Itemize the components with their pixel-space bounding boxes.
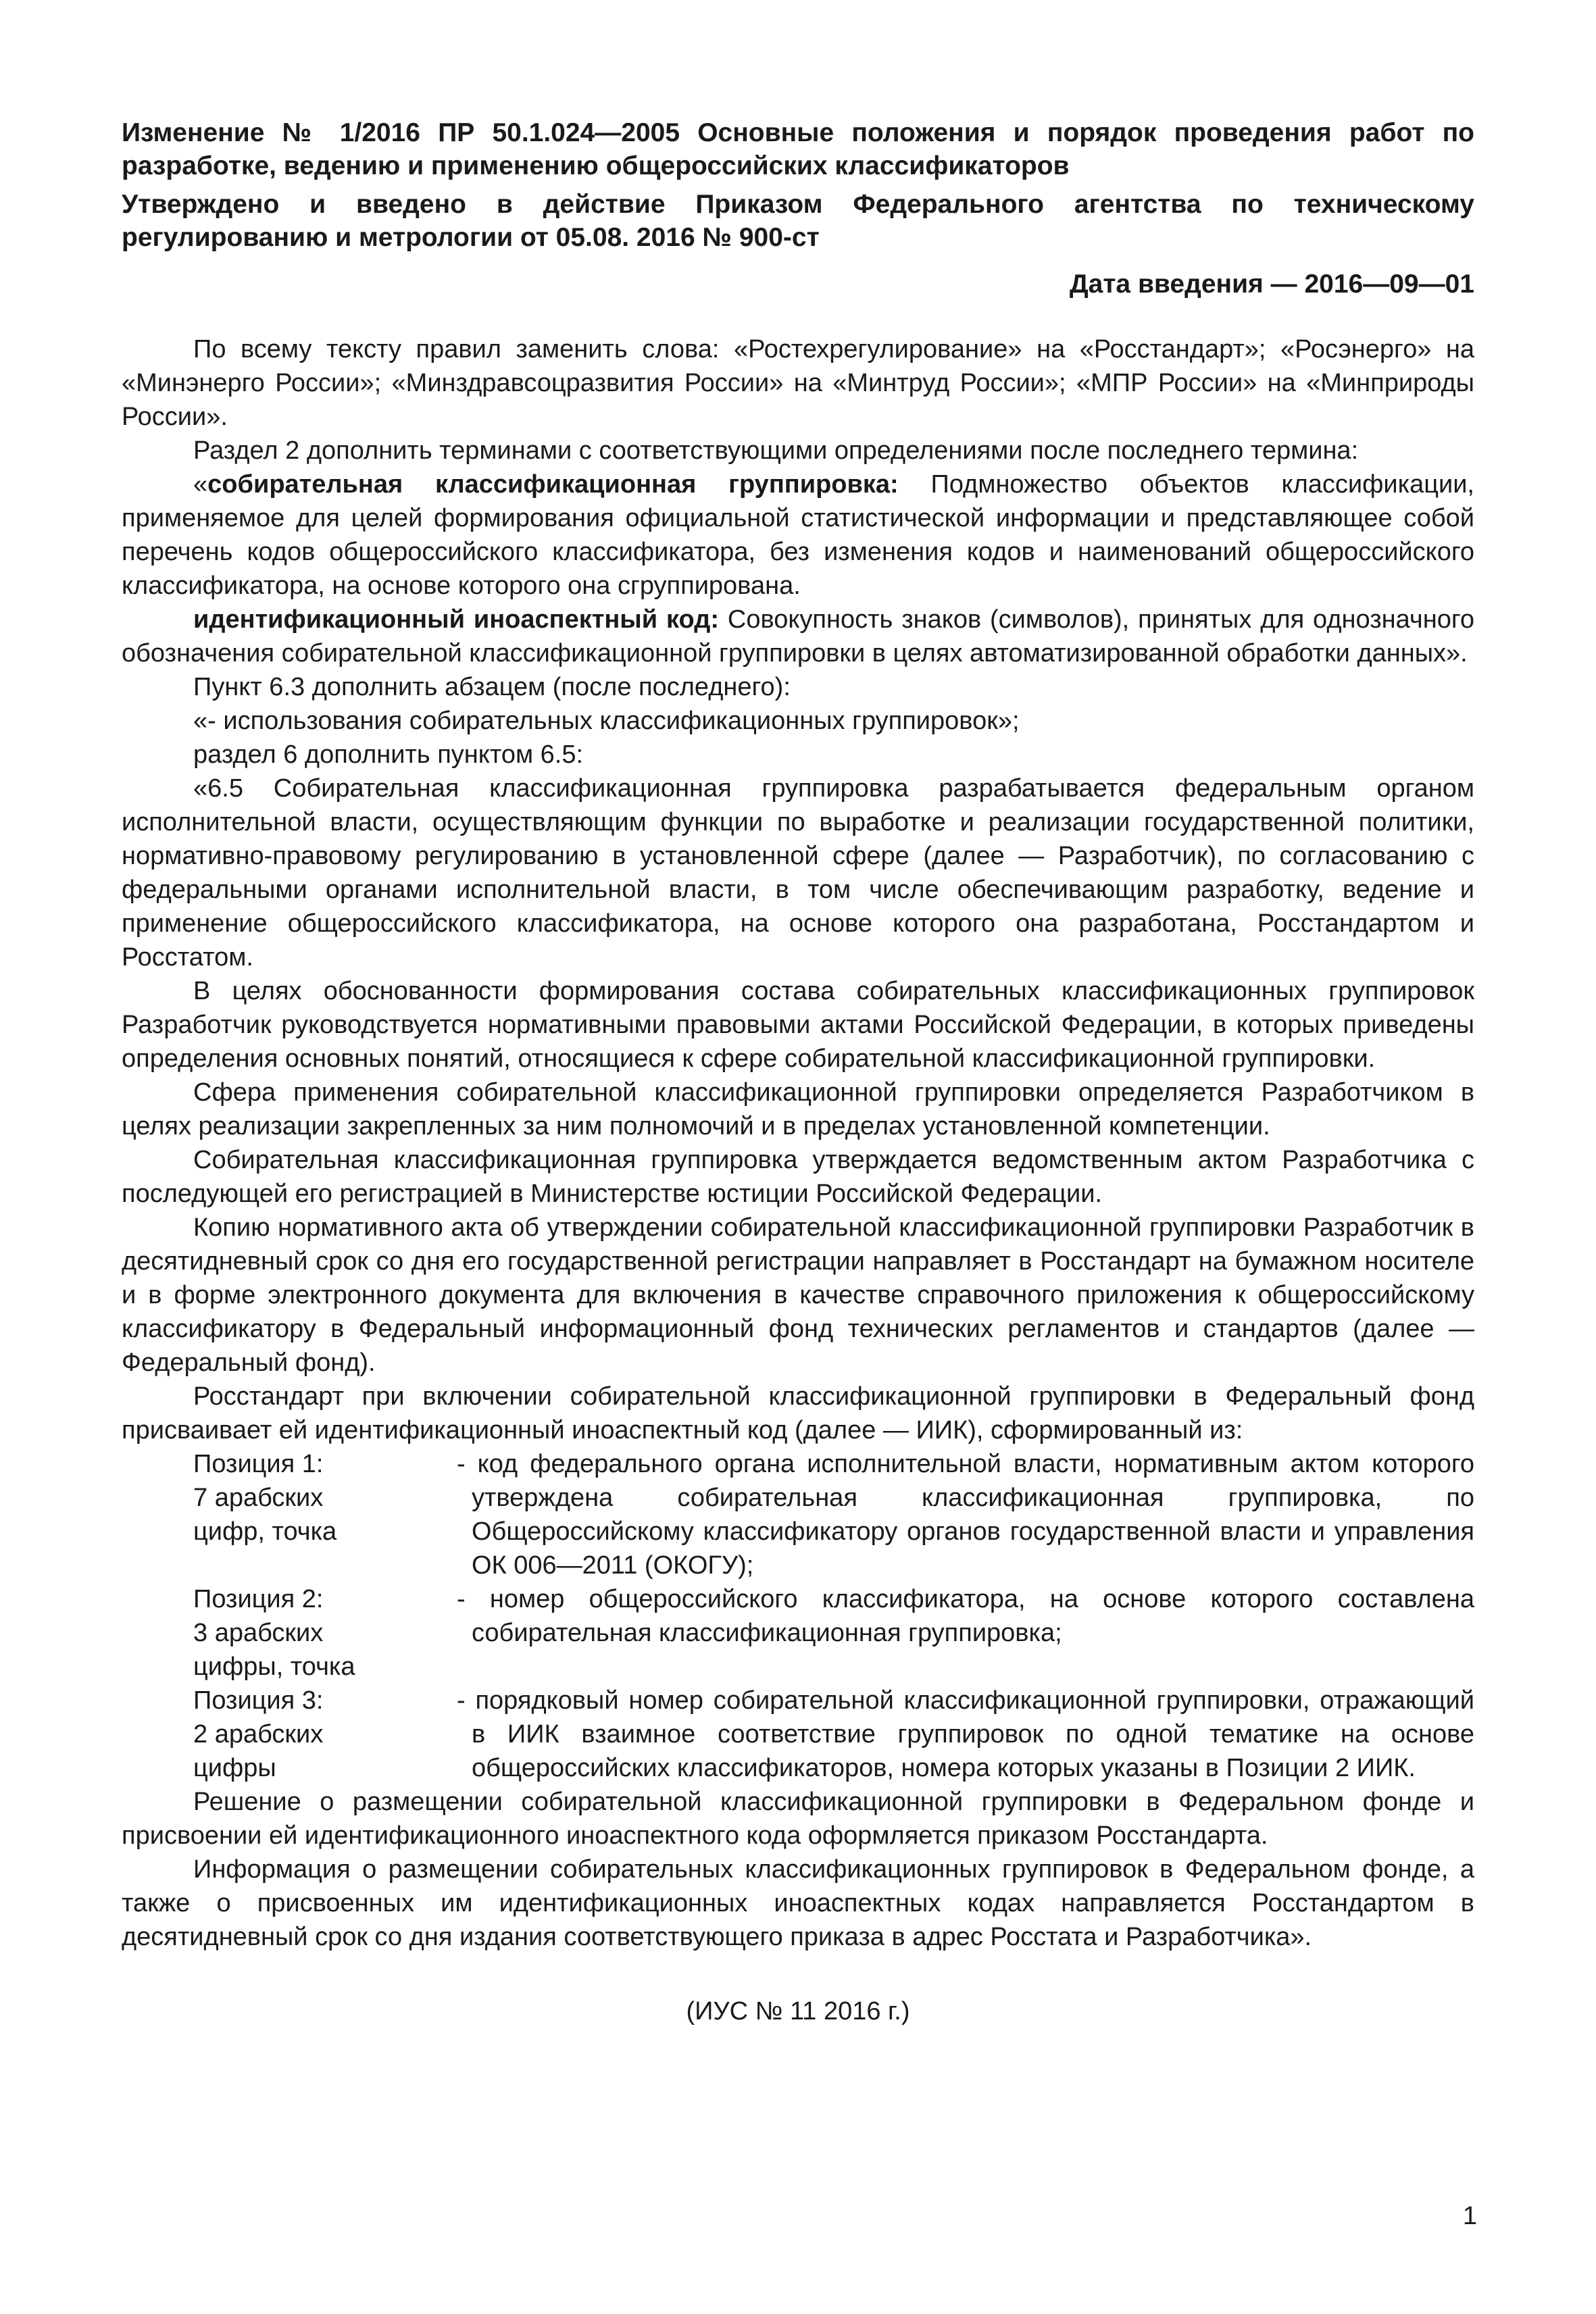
position-description: - номер общероссийского классификатора, на основе которого составлена собирательная классификационная группировка; bbox=[457, 1585, 1474, 1647]
position-row bbox=[122, 1582, 1474, 1684]
paragraph: «6.5 Собирательная классификационная группировка разрабатывается федеральным органом исполнительной власти, осуществляющим функции по выработке и реализации государственной политики, нормативно-правовому регулированию в установленной сфере (далее — Разработчик), по согласованию с федеральными органами исполнительной власти, в том числе обеспечивающим разработку, ведение и применение общероссийского классификатора, на основе которого она разработана, Росстандартом и Росстатом. bbox=[122, 774, 1474, 972]
quote-mark: « bbox=[193, 470, 208, 499]
paragraph: раздел 6 дополнить пунктом 6.5: bbox=[193, 740, 584, 769]
approval-statement: Утверждено и введено в действие Приказом Федерального агентства по техническому регулированию и метрологии от 05.08. 2016 № 900-ст bbox=[122, 190, 1474, 252]
position-row bbox=[122, 1684, 1474, 1785]
term-definition bbox=[122, 603, 1474, 670]
term-definition bbox=[122, 468, 1474, 603]
term-text: Подмножество объектов классификации, применяемое для целей формирования официальной статистической информации и представляющее собой перечень кодов общероссийского классификатора, без изменения кодов и наименований общероссийского классификатора, на основе которого она сгруппирована. bbox=[122, 470, 1474, 600]
ius-reference: (ИУС № 11 2016 г.) bbox=[686, 1997, 910, 2026]
position-label: Позиция 3: 2 арабских цифры bbox=[193, 1686, 324, 1782]
document-body bbox=[122, 332, 1474, 1954]
paragraph: По всему тексту правил заменить слова: «Ростехрегулирование» на «Росстандарт»; «Росэнерго» на «Минэнерго России»; «Минздравсоцразвития России» на «Минтруд России»; «МПР России» на «Минприроды России». bbox=[122, 335, 1474, 431]
paragraph: Сфера применения собирательной классификационной группировки определяется Разработчиком в целях реализации закрепленных за ним полномочий и в пределах установленной компетенции. bbox=[122, 1078, 1474, 1140]
position-row bbox=[122, 1447, 1474, 1582]
position-description: - код федерального органа исполнительной власти, нормативным актом которого утверждена собирательная классификационная группировка, по Общероссийскому классификатору органов государственной власти и управления ОК 006—2011 (ОКОГУ); bbox=[457, 1450, 1474, 1580]
paragraph: Росстандарт при включении собирательной классификационной группировки в Федеральный фонд присваивает ей идентификационный иноаспектный код (далее — ИИК), сформированный из: bbox=[122, 1382, 1474, 1444]
paragraph: «- использования собирательных классификационных группировок»; bbox=[193, 707, 1020, 735]
term-text: Совокупность знаков (символов), принятых для однозначного обозначения собирательной классификационной группировки в целях автоматизированной обработки данных». bbox=[122, 605, 1474, 668]
term-name: идентификационный иноаспектный код: bbox=[193, 605, 720, 634]
paragraph: В целях обоснованности формирования состава собирательных классификационных группировок Разработчик руководствуется нормативными правовыми актами Российской Федерации, в которых приведены определения основных понятий, относящиеся к сфере собирательной классификационной группировки. bbox=[122, 977, 1474, 1073]
document-title: Изменение № 1/2016 ПР 50.1.024—2005 Основные положения и порядок проведения работ по разработке, ведению и применению общероссийских классификаторов bbox=[122, 118, 1474, 180]
paragraph: Копию нормативного акта об утверждении собирательной классификационной группировки Разработчик в десятидневный срок со дня его государственной регистрации направляет в Росстандарт на бумажном носителе и в форме электронного документа для включения в качестве справочного приложения к общероссийскому классификатору в Федеральный информационный фонд технических регламентов и стандартов (далее — Федеральный фонд). bbox=[122, 1213, 1474, 1377]
effective-date: Дата введения — 2016—09—01 bbox=[1069, 270, 1474, 299]
position-description: - порядковый номер собирательной классификационной группировки, отражающий в ИИК взаимное соответствие группировок по одной тематике на основе общероссийских классификаторов, номера которых указаны в Позиции 2 ИИК. bbox=[457, 1686, 1474, 1782]
term-name: собирательная классификационная группировка: bbox=[207, 470, 899, 499]
paragraph: Пункт 6.3 дополнить абзацем (после последнего): bbox=[193, 673, 791, 701]
page-number: 1 bbox=[1462, 2202, 1477, 2230]
paragraph: Решение о размещении собирательной классификационной группировки в Федеральном фонде и присвоении ей идентификационного иноаспектного кода оформляется приказом Росстандарта. bbox=[122, 1788, 1474, 1850]
paragraph: Раздел 2 дополнить терминами с соответствующими определениями после последнего термина: bbox=[193, 436, 1359, 465]
paragraph: Собирательная классификационная группировка утверждается ведомственным актом Разработчика с последующей его регистрацией в Министерстве юстиции Российской Федерации. bbox=[122, 1146, 1474, 1208]
position-label: Позиция 1: 7 арабских цифр, точка bbox=[193, 1450, 337, 1546]
position-label: Позиция 2: 3 арабских цифры, точка bbox=[193, 1585, 355, 1681]
paragraph: Информация о размещении собирательных классификационных группировок в Федеральном фонде, а также о присвоенных им идентификационных иноаспектных кодах направляется Росстандартом в десятидневный срок со дня издания соответствующего приказа в адрес Росстата и Разработчика». bbox=[122, 1855, 1474, 1951]
